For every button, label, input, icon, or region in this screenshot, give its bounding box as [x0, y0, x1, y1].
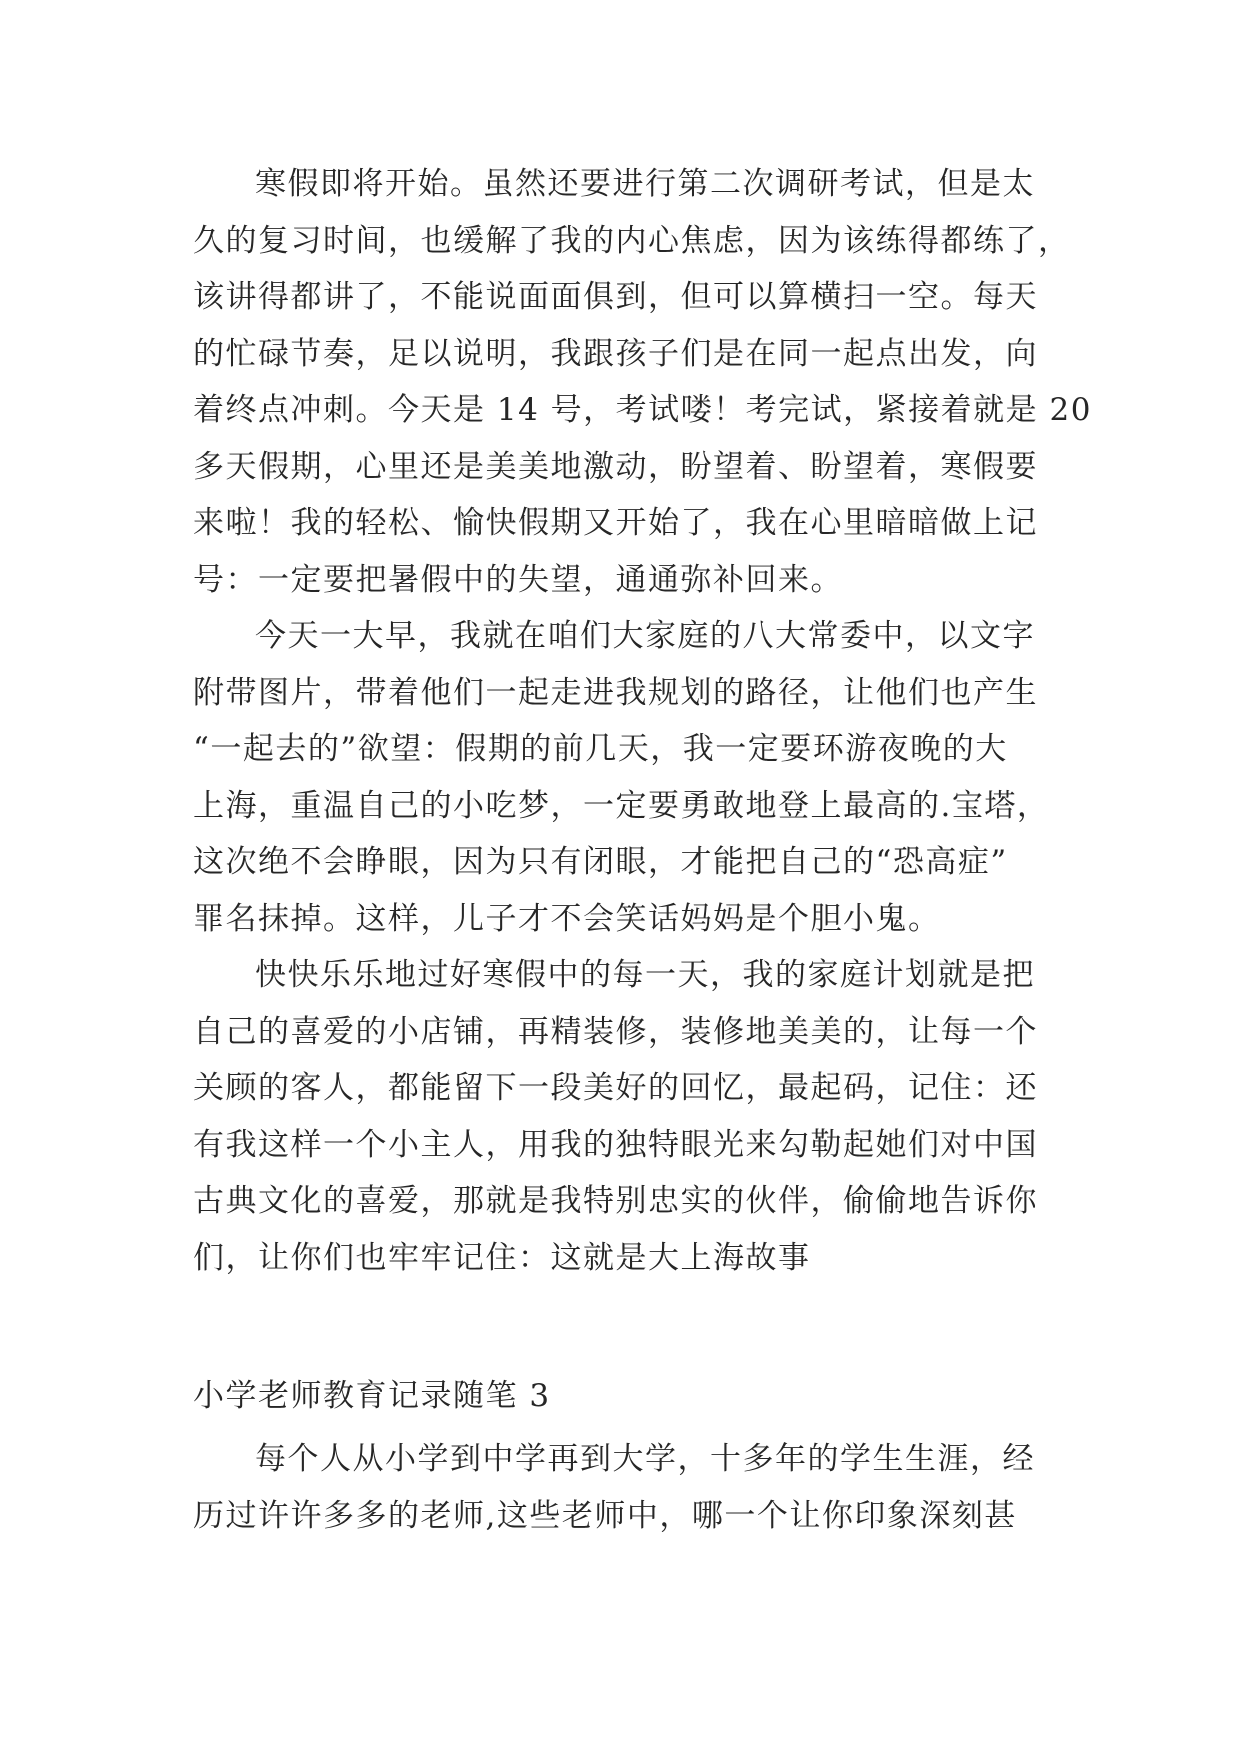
- paragraph-1-line-3: 该讲得都讲了，不能说面面俱到，但可以算横扫一空。每天: [193, 279, 1038, 315]
- paragraph-2-line-1: 今天一大早，我就在咱们大家庭的八大常委中，以文字: [255, 618, 1035, 654]
- paragraph-3-line-2: 自己的喜爱的小店铺，再精装修，装修地美美的，让每一个: [193, 1013, 1038, 1050]
- section-heading: 小学老师教育记录随笔 3: [193, 1378, 551, 1414]
- paragraph-1-line-6: 多天假期，心里还是美美地激动，盼望着、盼望着，寒假要: [193, 448, 1038, 485]
- paragraph-1-line-7: 来啦！我的轻松、愉快假期又开始了，我在心里暗暗做上记: [193, 505, 1038, 541]
- section-paragraph-line-2: 历过许许多多的老师,这些老师中，哪一个让你印象深刻甚: [193, 1497, 1017, 1534]
- paragraph-3-line-4: 有我这样一个小主人，用我的独特眼光来勾勒起她们对中国: [193, 1126, 1038, 1163]
- paragraph-1-line-8: 号：一定要把暑假中的失望，通通弥补回来。: [193, 561, 843, 598]
- paragraph-2-line-2: 附带图片，带着他们一起走进我规划的路径，让他们也产生: [193, 674, 1038, 711]
- paragraph-3-line-6: 们，让你们也牢牢记住：这就是大上海故事: [193, 1239, 811, 1276]
- paragraph-3-line-3: 关顾的客人，都能留下一段美好的回忆，最起码，记住：还: [193, 1070, 1038, 1106]
- paragraph-2-line-6: 罪名抹掉。这样，儿子才不会笑话妈妈是个胆小鬼。: [193, 900, 941, 937]
- section-3: [193, 1368, 1053, 1544]
- paragraph-1-line-1: 寒假即将开始。虽然还要进行第二次调研考试，但是太: [255, 166, 1035, 202]
- section-paragraph-line-1: 每个人从小学到中学再到大学，十多年的学生生涯，经: [255, 1441, 1035, 1477]
- paragraph-2-line-3: “一起去的”欲望：假期的前几天，我一定要环游夜晚的大: [193, 731, 1008, 767]
- paragraph-1-line-5: 着终点冲刺。今天是 14 号，考试喽！考完试，紧接着就是 20: [193, 392, 1092, 428]
- paragraph-2-line-5: 这次绝不会睁眼，因为只有闭眼，才能把自己的“恐高症”: [193, 844, 1008, 880]
- paragraph-3-line-1: 快快乐乐地过好寒假中的每一天，我的家庭计划就是把: [255, 957, 1035, 993]
- paragraph-1-line-4: 的忙碌节奏，足以说明，我跟孩子们是在同一起点出发，向: [193, 335, 1038, 372]
- body-text: [193, 156, 1092, 1286]
- paragraph-3-line-5: 古典文化的喜爱，那就是我特别忠实的伙伴，偷偷地告诉你: [193, 1183, 1038, 1219]
- paragraph-2-line-4: 上海，重温自己的小吃梦，一定要勇敢地登上最高的.宝塔，: [193, 787, 1050, 824]
- paragraph-1-line-2: 久的复习时间，也缓解了我的内心焦虑，因为该练得都练了，: [193, 222, 1071, 259]
